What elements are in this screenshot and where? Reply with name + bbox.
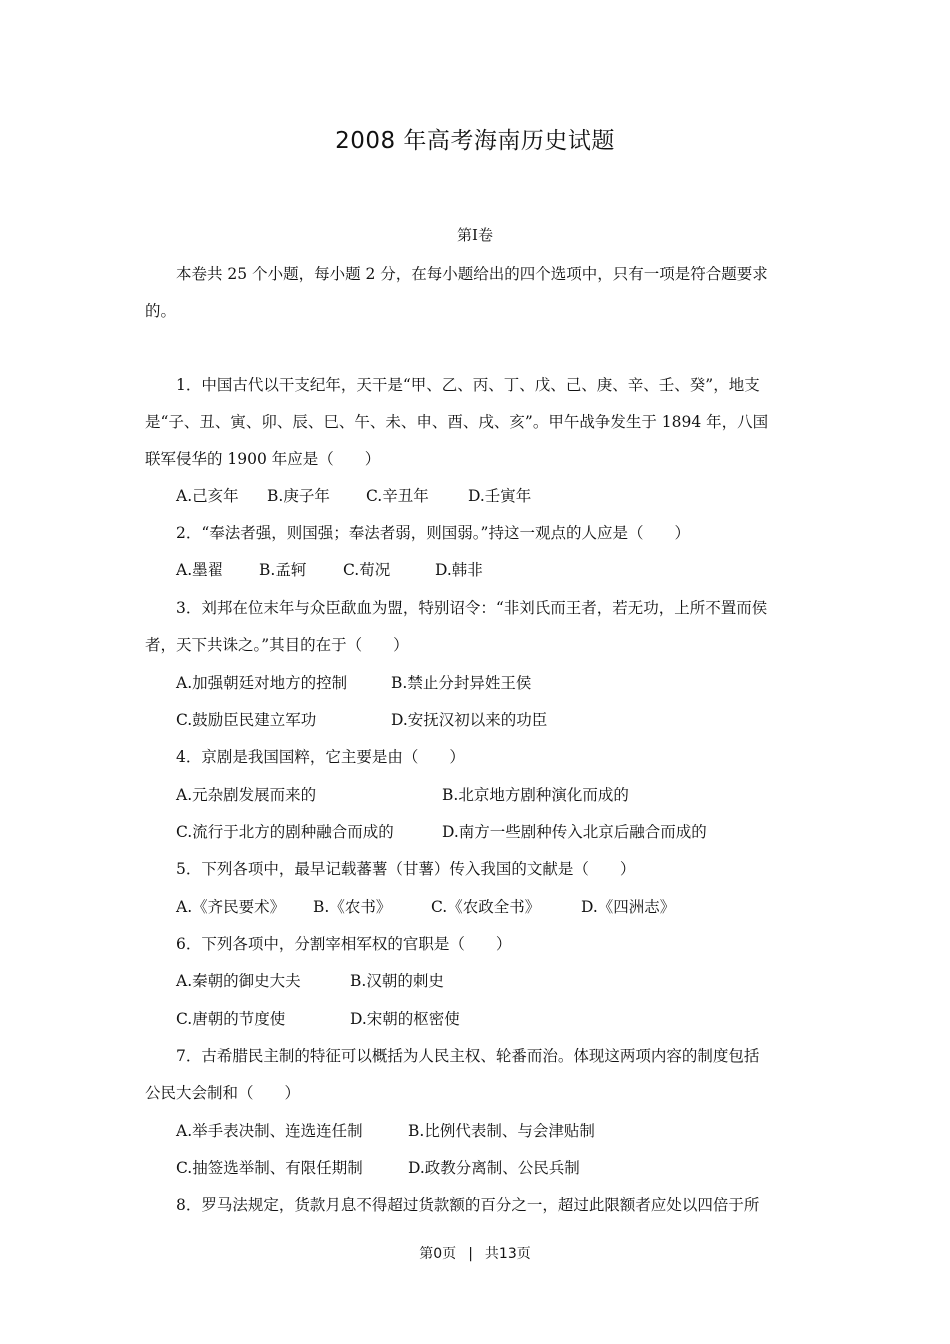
question-4-stem: 4．京剧是我国国粹，它主要是由（ ）	[176, 748, 465, 766]
option-a: A.秦朝的御史大夫	[176, 972, 301, 990]
option-b: B.《农书》	[313, 898, 392, 916]
option-d: D.安抚汉初以来的功臣	[391, 711, 548, 729]
option-b: B.庚子年	[267, 487, 330, 505]
question-7-options	[176, 1119, 595, 1141]
option-d: D.政教分离制、公民兵制	[408, 1159, 580, 1177]
option-b: B.禁止分封异姓王侯	[391, 674, 532, 692]
question-4-options	[176, 820, 707, 842]
option-a: A.己亥年	[176, 487, 239, 505]
option-c: C.流行于北方的剧种融合而成的	[176, 823, 394, 841]
question-3-stem: 3．刘邦在位末年与众臣歃血为盟，特别诏令：“非刘氏而王者，若无功，上所不置而侯	[176, 599, 768, 617]
page-footer	[0, 1243, 950, 1263]
question-1-stem: 1．中国古代以干支纪年，天干是“甲、乙、丙、丁、戊、己、庚、辛、壬、癸”，地支	[176, 376, 760, 394]
question-3-options	[176, 708, 547, 730]
question-6-options	[176, 1007, 460, 1029]
intro-line: 的。	[145, 302, 177, 320]
question-7-options	[176, 1156, 580, 1178]
option-b: B.比例代表制、与会津贴制	[408, 1122, 595, 1140]
question-6-options	[176, 969, 444, 991]
option-a: A.元杂剧发展而来的	[176, 786, 317, 804]
page-number: 第0页	[419, 1246, 457, 1262]
option-d: D.壬寅年	[468, 487, 532, 505]
option-c: C.鼓励臣民建立军功	[176, 711, 317, 729]
question-2-options	[176, 558, 483, 580]
option-d: D.南方一些剧种传入北京后融合而成的	[442, 823, 707, 841]
intro-line: 本卷共 25 个小题，每小题 2 分，在每小题给出的四个选项中，只有一项是符合题要求	[176, 265, 768, 283]
option-a: A.举手表决制、连选连任制	[176, 1122, 363, 1140]
question-5-stem: 5．下列各项中，最早记载蕃薯（甘薯）传入我国的文献是（ ）	[176, 860, 636, 878]
footer-separator: |	[468, 1246, 473, 1262]
option-d: D.韩非	[435, 561, 483, 579]
question-4-options	[176, 783, 629, 805]
option-a: A.《齐民要术》	[176, 898, 286, 916]
option-c: C.唐朝的节度使	[176, 1010, 286, 1028]
question-7-stem: 7．古希腊民主制的特征可以概括为人民主权、轮番而治。体现这两项内容的制度包括	[176, 1047, 760, 1065]
question-3-stem: 者，天下共诛之。”其目的在于（ ）	[145, 636, 409, 654]
option-b: B.孟轲	[259, 561, 307, 579]
question-6-stem: 6．下列各项中，分割宰相军权的官职是（ ）	[176, 935, 512, 953]
question-3-options	[176, 671, 531, 693]
question-8-stem: 8．罗马法规定，货款月息不得超过货款额的百分之一，超过此限额者应处以四倍于所	[176, 1196, 760, 1214]
option-a: A.加强朝廷对地方的控制	[176, 674, 348, 692]
page-title: 2008 年高考海南历史试题	[335, 128, 615, 154]
page-total: 共13页	[484, 1246, 531, 1262]
option-b: B.北京地方剧种演化而成的	[442, 786, 629, 804]
option-c: C.辛丑年	[366, 487, 429, 505]
option-b: B.汉朝的刺史	[350, 972, 444, 990]
option-c: C.《农政全书》	[431, 898, 541, 916]
option-a: A.墨翟	[176, 561, 224, 579]
question-5-options	[176, 895, 675, 917]
question-2-stem: 2．“奉法者强，则国强；奉法者弱，则国弱。”持这一观点的人应是（ ）	[176, 524, 690, 542]
question-1-stem: 联军侵华的 1900 年应是（ ）	[145, 450, 381, 468]
option-d: D.《四洲志》	[581, 898, 676, 916]
section-heading: 第Ⅰ卷	[457, 226, 493, 244]
question-7-stem: 公民大会制和（ ）	[145, 1084, 301, 1102]
option-c: C.抽签选举制、有限任期制	[176, 1159, 363, 1177]
question-1-options	[176, 484, 531, 506]
option-d: D.宋朝的枢密使	[350, 1010, 460, 1028]
question-1-stem: 是“子、丑、寅、卯、辰、巳、午、未、申、酉、戌、亥”。甲午战争发生于 1894 年，八国	[145, 413, 769, 431]
option-c: C.荀况	[343, 561, 391, 579]
